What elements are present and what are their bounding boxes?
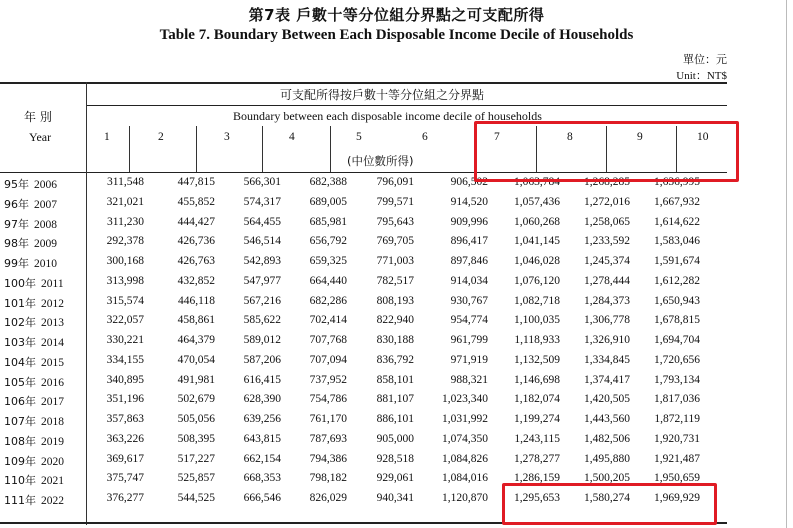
value-cell-decile-5: 799,571 — [376, 195, 414, 208]
value-cell-decile-6: 1,120,870 — [442, 492, 488, 504]
value-cell-decile-4: 707,768 — [309, 334, 347, 346]
value-cell-decile-5: 940,341 — [376, 492, 414, 504]
value-cell-decile-6: 897,846 — [450, 255, 488, 267]
value-cell-decile-6: 906,502 — [450, 176, 488, 188]
value-cell-decile-3: 666,546 — [243, 492, 281, 504]
row-year-roc: 99年 — [4, 257, 29, 270]
value-cell-decile-9: 1,969,929 — [654, 492, 700, 504]
row-year-roc: 104年 — [4, 355, 36, 369]
row-year-ad: 2021 — [41, 475, 64, 488]
value-cell-decile-5: 782,517 — [376, 274, 414, 287]
value-cell-decile-3: 547,977 — [243, 274, 281, 287]
value-cell-decile-9: 1,817,036 — [654, 393, 700, 406]
unit-label-zh: 單位：元 — [683, 53, 727, 66]
value-cell-decile-7: 1,118,933 — [514, 334, 560, 346]
row-year-roc: 105年 — [4, 375, 36, 389]
table-top-rule — [0, 82, 727, 84]
value-cell-decile-4: 794,386 — [309, 452, 347, 465]
value-cell-decile-5: 771,003 — [376, 255, 414, 267]
row-year — [4, 374, 74, 390]
row-year-ad: 2016 — [41, 376, 64, 389]
value-cell-decile-6: 1,023,340 — [442, 393, 488, 406]
value-cell-decile-4: 656,792 — [309, 235, 347, 248]
row-year-roc: 106年 — [4, 395, 36, 409]
value-cell-decile-7: 1,295,653 — [514, 492, 560, 504]
value-cell-decile-3: 587,206 — [243, 353, 281, 366]
value-cell-decile-2: 491,981 — [177, 373, 215, 386]
value-cell-decile-7: 1,132,509 — [514, 353, 560, 366]
table-row — [0, 196, 727, 216]
row-year-roc: 98年 — [4, 237, 29, 251]
value-cell-decile-3: 564,455 — [243, 215, 281, 228]
value-cell-decile-1: 351,196 — [106, 393, 144, 406]
value-cell-decile-7: 1,146,698 — [514, 373, 560, 386]
value-cell-decile-8: 1,245,374 — [584, 255, 630, 267]
value-cell-decile-2: 458,861 — [177, 314, 215, 327]
highlight-box-deciles-7-10 — [474, 121, 739, 182]
value-cell-decile-1: 311,230 — [107, 215, 144, 228]
row-year-roc: 109年 — [4, 454, 36, 468]
value-cell-decile-3: 628,390 — [243, 393, 281, 406]
row-year — [4, 196, 74, 212]
value-cell-decile-9: 1,950,659 — [654, 472, 700, 485]
value-cell-decile-6: 1,084,016 — [442, 472, 488, 485]
row-year — [4, 472, 74, 488]
value-cell-decile-2: 455,852 — [177, 195, 215, 208]
value-cell-decile-8: 1,306,778 — [584, 314, 630, 327]
row-year — [4, 235, 74, 251]
value-cell-decile-7: 1,060,268 — [514, 215, 560, 228]
value-cell-decile-8: 1,284,373 — [584, 294, 630, 307]
row-year-roc: 107年 — [4, 415, 36, 428]
row-year-roc: 96年 — [4, 197, 29, 211]
value-cell-decile-3: 639,256 — [243, 413, 281, 425]
row-year-roc: 95年 — [4, 178, 29, 191]
value-cell-decile-2: 525,857 — [177, 472, 215, 485]
row-year-ad: 2006 — [34, 179, 57, 191]
value-cell-decile-5: 796,091 — [376, 176, 414, 188]
value-cell-decile-6: 930,767 — [450, 294, 488, 307]
table-row — [0, 453, 727, 473]
value-cell-decile-2: 432,852 — [177, 274, 215, 287]
row-year-roc: 102年 — [4, 316, 36, 330]
value-cell-decile-9: 1,583,046 — [654, 235, 700, 248]
row-year-ad: 2015 — [41, 356, 64, 369]
value-cell-decile-8: 1,233,592 — [584, 235, 630, 248]
decile-label-8: 8 — [567, 131, 573, 143]
value-cell-decile-2: 505,056 — [177, 413, 215, 425]
row-year-ad: 2013 — [41, 317, 64, 330]
value-cell-decile-8: 1,334,845 — [584, 353, 630, 366]
decile-label-6: 6 — [422, 131, 428, 143]
value-cell-decile-1: 311,548 — [107, 176, 144, 188]
value-cell-decile-5: 881,107 — [376, 393, 414, 406]
value-cell-decile-9: 1,614,622 — [654, 215, 700, 228]
value-cell-decile-3: 542,893 — [243, 255, 281, 267]
row-year — [4, 354, 74, 370]
value-cell-decile-1: 340,895 — [106, 373, 144, 386]
value-cell-decile-9: 1,921,487 — [654, 452, 700, 465]
decile-divider-3 — [262, 126, 263, 172]
value-cell-decile-6: 914,034 — [450, 274, 488, 287]
value-cell-decile-5: 928,518 — [376, 452, 414, 465]
row-year-ad: 2017 — [41, 396, 64, 409]
decile-divider-2 — [196, 126, 197, 172]
value-cell-decile-6: 988,321 — [450, 373, 488, 386]
value-cell-decile-8: 1,258,065 — [584, 215, 630, 228]
value-cell-decile-4: 737,952 — [309, 373, 347, 386]
value-cell-decile-9: 1,636,995 — [654, 176, 700, 188]
row-year — [4, 393, 74, 409]
value-cell-decile-8: 1,580,274 — [584, 492, 630, 504]
table-row — [0, 334, 727, 354]
value-cell-decile-8: 1,495,880 — [584, 452, 630, 465]
row-year-roc: 100年 — [4, 276, 36, 290]
value-cell-decile-8: 1,420,505 — [584, 393, 630, 406]
row-year-roc: 101年 — [4, 296, 36, 310]
decile-label-5: 5 — [356, 131, 362, 143]
value-cell-decile-6: 909,996 — [450, 215, 488, 228]
value-cell-decile-5: 929,061 — [376, 472, 414, 485]
table-row — [0, 314, 727, 334]
value-cell-decile-3: 585,622 — [243, 314, 281, 327]
value-cell-decile-4: 761,170 — [309, 413, 347, 425]
row-year — [4, 216, 74, 232]
row-year-ad: 2009 — [34, 238, 57, 251]
value-cell-decile-7: 1,100,035 — [514, 314, 560, 327]
value-cell-decile-9: 1,694,704 — [654, 334, 700, 346]
value-cell-decile-7: 1,199,274 — [514, 413, 560, 425]
value-cell-decile-9: 1,667,932 — [654, 195, 700, 208]
row-year — [4, 492, 74, 508]
decile-label-7: 7 — [494, 131, 500, 143]
value-cell-decile-7: 1,041,145 — [514, 235, 560, 248]
table-row — [0, 374, 727, 394]
row-year-ad: 2010 — [34, 258, 57, 270]
value-cell-decile-1: 313,998 — [106, 274, 144, 287]
row-year-roc: 111年 — [4, 494, 36, 507]
row-year-ad: 2011 — [41, 277, 64, 290]
row-year-ad: 2007 — [34, 198, 57, 211]
value-cell-decile-4: 707,094 — [309, 353, 347, 366]
row-year — [4, 275, 74, 291]
row-year-ad: 2012 — [41, 297, 64, 310]
row-year-ad: 2022 — [41, 495, 64, 507]
table-row — [0, 393, 727, 413]
title-zh: 第7表 戶數十等分位組分界點之可支配所得 — [248, 6, 545, 24]
value-cell-decile-9: 1,793,134 — [654, 373, 700, 386]
value-cell-decile-1: 375,747 — [106, 472, 144, 485]
value-cell-decile-5: 822,940 — [376, 314, 414, 327]
value-cell-decile-2: 544,525 — [177, 492, 215, 504]
value-cell-decile-4: 664,440 — [309, 274, 347, 287]
value-cell-decile-6: 954,774 — [450, 314, 488, 327]
value-cell-decile-5: 830,188 — [376, 334, 414, 346]
highlight-box-2022-top-values — [502, 483, 717, 525]
value-cell-decile-8: 1,278,444 — [584, 274, 630, 287]
value-cell-decile-7: 1,182,074 — [514, 393, 560, 406]
row-year — [4, 413, 74, 429]
value-cell-decile-3: 662,154 — [243, 452, 281, 465]
row-year-ad: 2014 — [41, 337, 64, 349]
value-cell-decile-2: 444,427 — [177, 215, 215, 228]
value-cell-decile-4: 682,388 — [309, 176, 347, 188]
value-cell-decile-7: 1,286,159 — [514, 472, 560, 485]
value-cell-decile-4: 659,325 — [309, 255, 347, 267]
row-year-roc: 108年 — [4, 434, 36, 448]
row-year-ad: 2020 — [41, 455, 64, 468]
header-group-rule — [86, 105, 727, 106]
decile-divider-4 — [330, 126, 331, 172]
value-cell-decile-1: 363,226 — [106, 432, 144, 445]
value-cell-decile-8: 1,443,560 — [584, 413, 630, 425]
value-cell-decile-4: 798,182 — [309, 472, 347, 485]
row-year-ad: 2019 — [41, 435, 64, 448]
value-cell-decile-1: 300,168 — [106, 255, 144, 267]
value-cell-decile-9: 1,720,656 — [654, 353, 700, 366]
value-cell-decile-8: 1,326,910 — [584, 334, 630, 346]
table-row — [0, 413, 727, 433]
value-cell-decile-5: 795,643 — [376, 215, 414, 228]
value-cell-decile-5: 836,792 — [376, 353, 414, 366]
title-en: Table 7. Boundary Between Each Disposable Income Decile of Households — [159, 27, 634, 43]
value-cell-decile-1: 369,617 — [106, 452, 144, 465]
year-header-zh: 年 別 — [24, 110, 52, 124]
row-year — [4, 334, 74, 350]
decile-divider-1 — [129, 126, 130, 172]
value-cell-decile-3: 546,514 — [243, 235, 281, 248]
value-cell-decile-4: 787,693 — [309, 432, 347, 445]
decile-label-1: 1 — [104, 131, 110, 143]
value-cell-decile-2: 446,118 — [178, 294, 215, 307]
value-cell-decile-4: 682,286 — [309, 294, 347, 307]
decile-label-9: 9 — [637, 131, 643, 143]
value-cell-decile-1: 334,155 — [106, 353, 144, 366]
value-cell-decile-3: 616,415 — [243, 373, 281, 386]
value-cell-decile-5: 886,101 — [376, 413, 414, 425]
value-cell-decile-3: 566,301 — [243, 176, 281, 188]
value-cell-decile-8: 1,374,417 — [584, 373, 630, 386]
row-year-roc: 110年 — [4, 474, 36, 488]
value-cell-decile-4: 689,005 — [309, 195, 347, 208]
value-cell-decile-7: 1,076,120 — [514, 274, 560, 287]
value-cell-decile-2: 426,763 — [177, 255, 215, 267]
value-cell-decile-9: 1,920,731 — [654, 432, 700, 445]
table-row — [0, 216, 727, 236]
value-cell-decile-6: 896,417 — [450, 235, 488, 248]
value-cell-decile-6: 1,074,350 — [442, 432, 488, 445]
value-cell-decile-2: 517,227 — [177, 452, 215, 465]
row-year-ad: 2008 — [34, 218, 57, 231]
value-cell-decile-8: 1,482,506 — [584, 432, 630, 445]
value-cell-decile-6: 961,799 — [450, 334, 488, 346]
value-cell-decile-9: 1,591,674 — [654, 255, 700, 267]
value-cell-decile-9: 1,872,119 — [654, 413, 700, 425]
table-row — [0, 433, 727, 453]
value-cell-decile-7: 1,063,784 — [514, 176, 560, 188]
value-cell-decile-5: 858,101 — [376, 373, 414, 386]
value-cell-decile-3: 574,317 — [243, 195, 281, 208]
decile-label-2: 2 — [158, 131, 164, 143]
value-cell-decile-1: 376,277 — [106, 492, 144, 504]
row-year — [4, 255, 74, 271]
value-cell-decile-6: 1,031,992 — [442, 413, 488, 425]
value-cell-decile-7: 1,057,436 — [514, 195, 560, 208]
value-cell-decile-1: 321,021 — [106, 195, 144, 208]
value-cell-decile-1: 330,221 — [106, 334, 144, 346]
table-row — [0, 275, 727, 295]
row-year — [4, 314, 74, 330]
group-header-zh: 可支配所得按戶數十等分位組之分界點 — [280, 88, 485, 102]
value-cell-decile-3: 589,012 — [243, 334, 281, 346]
value-cell-decile-1: 315,574 — [106, 294, 144, 307]
value-cell-decile-7: 1,082,718 — [514, 294, 560, 307]
row-year-roc: 97年 — [4, 217, 29, 231]
value-cell-decile-4: 685,981 — [309, 215, 347, 228]
value-cell-decile-3: 567,216 — [243, 294, 281, 307]
window-edge — [786, 0, 787, 528]
value-cell-decile-6: 914,520 — [450, 195, 488, 208]
table-row — [0, 295, 727, 315]
value-cell-decile-9: 1,650,943 — [654, 294, 700, 307]
row-year-ad: 2018 — [41, 416, 64, 428]
row-year — [4, 295, 74, 311]
value-cell-decile-2: 508,395 — [177, 432, 215, 445]
row-year — [4, 453, 74, 469]
row-year — [4, 433, 74, 449]
row-year-roc: 103年 — [4, 336, 36, 349]
table-row — [0, 354, 727, 374]
value-cell-decile-1: 357,863 — [106, 413, 144, 425]
value-cell-decile-9: 1,612,282 — [654, 274, 700, 287]
decile-label-3: 3 — [224, 131, 230, 143]
unit-label-en: Unit：NT$ — [676, 70, 727, 82]
value-cell-decile-5: 905,000 — [376, 432, 414, 445]
value-cell-decile-2: 502,679 — [177, 393, 215, 406]
value-cell-decile-7: 1,243,115 — [514, 432, 560, 445]
value-cell-decile-6: 1,084,826 — [442, 452, 488, 465]
value-cell-decile-6: 971,919 — [450, 353, 488, 366]
value-cell-decile-1: 322,057 — [106, 314, 144, 327]
group-header-en: Boundary between each disposable income decile of households — [233, 109, 542, 123]
row-year — [4, 176, 74, 192]
decile-label-4: 4 — [289, 131, 295, 143]
value-cell-decile-2: 426,736 — [177, 235, 215, 248]
value-cell-decile-7: 1,278,277 — [514, 452, 560, 465]
value-cell-decile-2: 464,379 — [177, 334, 215, 346]
value-cell-decile-8: 1,268,285 — [584, 176, 630, 188]
value-cell-decile-4: 826,029 — [309, 492, 347, 504]
value-cell-decile-7: 1,046,028 — [514, 255, 560, 267]
value-cell-decile-1: 292,378 — [106, 235, 144, 248]
table-row — [0, 255, 727, 275]
value-cell-decile-8: 1,272,016 — [584, 195, 630, 208]
value-cell-decile-2: 447,815 — [177, 176, 215, 188]
year-header-en: Year — [29, 130, 52, 144]
value-cell-decile-8: 1,500,205 — [584, 472, 630, 485]
value-cell-decile-3: 668,353 — [243, 472, 281, 485]
value-cell-decile-3: 643,815 — [243, 432, 281, 445]
median-note: (中位數所得) — [347, 154, 414, 168]
value-cell-decile-4: 702,414 — [309, 314, 347, 327]
decile-label-10: 10 — [697, 131, 709, 143]
value-cell-decile-5: 808,193 — [376, 294, 414, 307]
value-cell-decile-4: 754,786 — [309, 393, 347, 406]
value-cell-decile-5: 769,705 — [376, 235, 414, 248]
table-row — [0, 235, 727, 255]
value-cell-decile-2: 470,054 — [177, 353, 215, 366]
value-cell-decile-9: 1,678,815 — [654, 314, 700, 327]
